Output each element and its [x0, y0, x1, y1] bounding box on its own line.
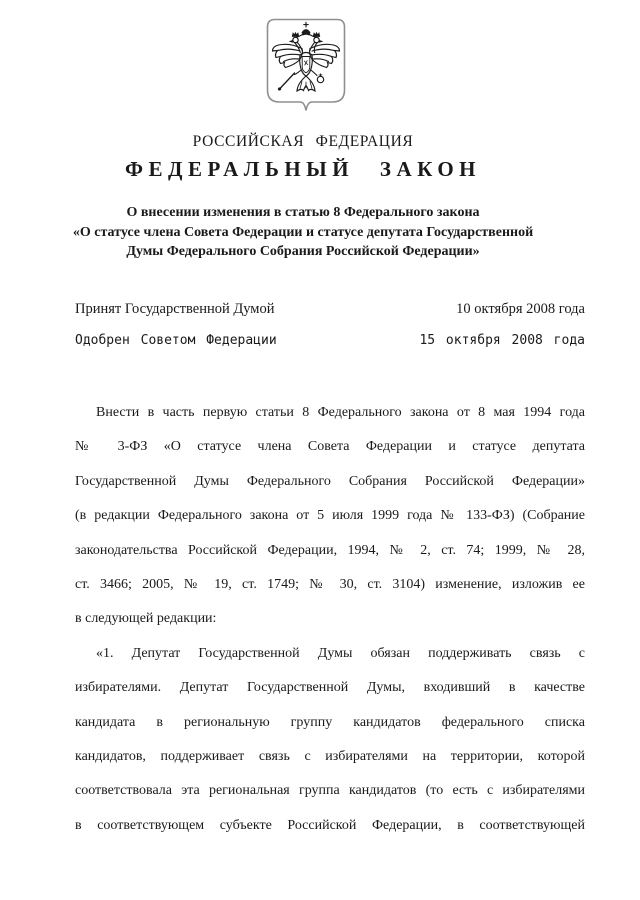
- body-line: «1. Депутат Государственной Думы обязан поддерживать связь с: [96, 645, 585, 661]
- passed-label: Принят Государственной Думой: [75, 301, 275, 317]
- body-line: № 3-ФЗ «О статусе члена Совета Федерации и статусе депутата: [75, 439, 585, 455]
- passed-date: 10 октября 2008 года: [456, 301, 585, 317]
- approved-row: [75, 333, 585, 348]
- law-title-line: О внесении изменения в статью 8 Федерального закона: [126, 205, 480, 220]
- body-line: Государственной Думы Федерального Собрания Российской Федерации»: [75, 473, 585, 489]
- body-line: (в редакции Федерального закона от 5 июля 1999 года № 133-ФЗ) (Собрание: [75, 508, 585, 524]
- law-title-line: Думы Федерального Собрания Российской Федерации»: [126, 244, 480, 259]
- body-line: в соответствующем субъекте Российской Федерации, в соответствующей: [75, 817, 585, 833]
- law-body: [75, 396, 585, 843]
- body-line: ст. 3466; 2005, № 19, ст. 1749; № 30, ст. 3104) изменение, изложив ее: [75, 577, 585, 593]
- body-line: соответствовала эта региональная группа кандидатов (то есть с избирателями: [75, 783, 585, 799]
- body-line: избирателями. Депутат Государственной Думы, входивший в качестве: [75, 680, 585, 696]
- russia-coat-of-arms-icon: [266, 18, 346, 115]
- body-line: Внести в часть первую статьи 8 Федерального закона от 8 мая 1994 года: [96, 405, 585, 420]
- law-title-line: «О статусе члена Совета Федерации и статусе депутата Государственной: [72, 224, 534, 240]
- law-title: [23, 203, 583, 262]
- document-type-heading: ФЕДЕРАЛЬНЫЙ ЗАКОН: [125, 157, 481, 181]
- passed-row: [75, 301, 585, 318]
- body-line: кандидатов, поддерживает связь с избирателями на территории, которой: [75, 749, 585, 765]
- approved-date: 15 октября 2008 года: [419, 333, 585, 348]
- body-line: в следующей редакции:: [75, 611, 217, 627]
- approved-label: Одобрен Советом Федерации: [75, 333, 277, 348]
- country-heading: РОССИЙСКАЯ ФЕДЕРАЦИЯ: [192, 133, 414, 150]
- body-line: кандидата в региональную группу кандидатов федерального списка: [75, 714, 585, 730]
- body-line: законодательства Российской Федерации, 1994, № 2, ст. 74; 1999, № 28,: [75, 542, 585, 558]
